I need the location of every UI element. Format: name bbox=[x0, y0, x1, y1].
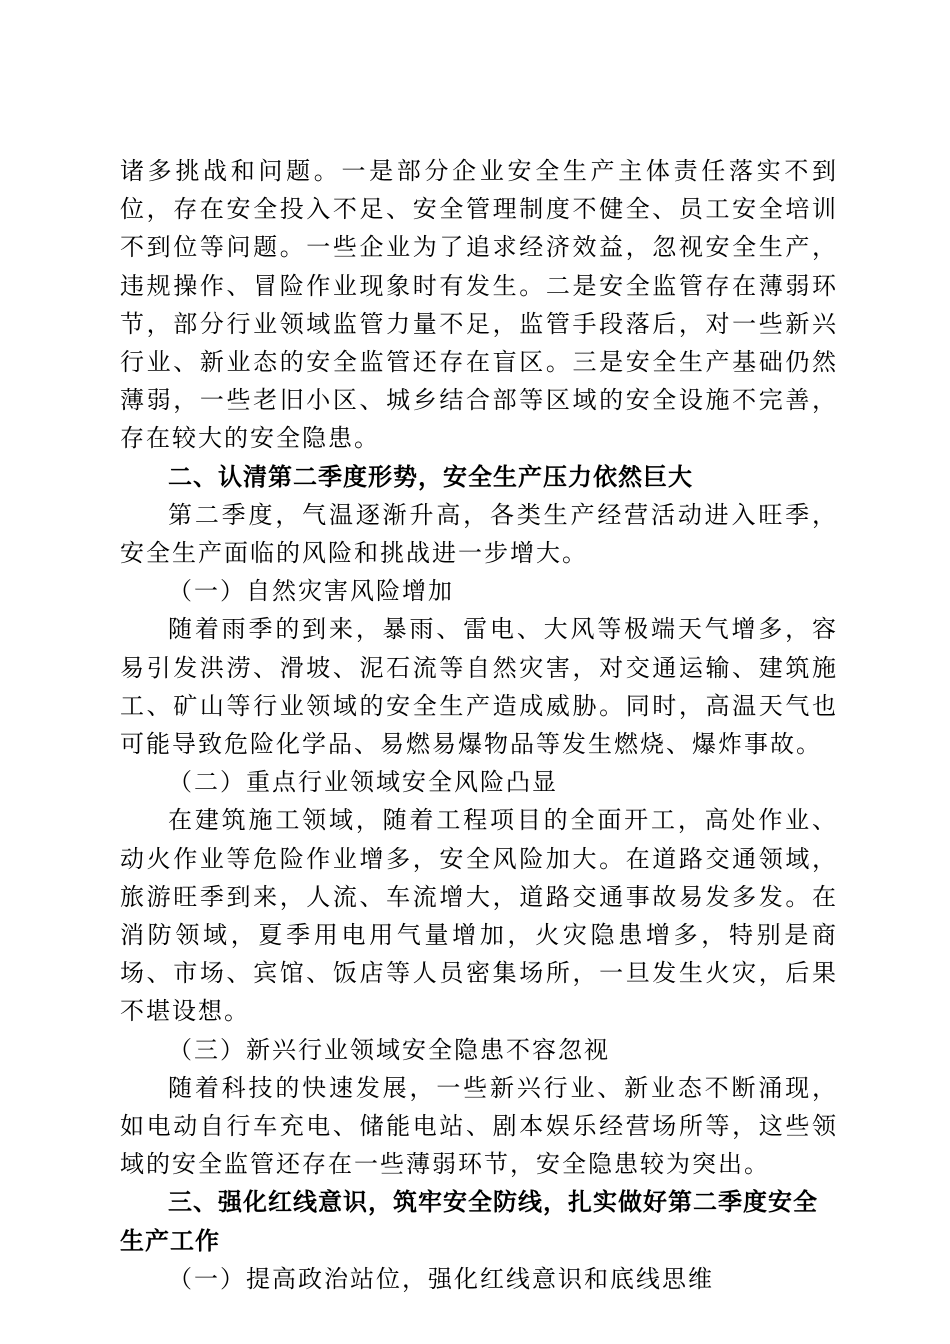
section-heading-3: 三、强化红线意识，筑牢安全防线，扎实做好第二季度安全生产工作 bbox=[120, 1188, 818, 1255]
section-heading-2: 二、认清第二季度形势，安全生产压力依然巨大 bbox=[168, 462, 693, 491]
paragraph-key-industries: 在建筑施工领域，随着工程项目的全面开工，高处作业、动火作业等危险作业增多，安全风险加大。在道路交通领域，旅游旺季到来，人流、车流增大，道路交通事故易发多发。在消防领域，夏季用电用气量增加，火灾隐患增多，特别是商场、市场、宾馆、饭店等人员密集场所，一旦发生火灾，后果不堪设想。 bbox=[120, 806, 838, 1026]
document-page bbox=[120, 152, 838, 1298]
subheading-emerging-industries: （三）新兴行业领域安全隐患不容忽视 bbox=[168, 1035, 610, 1064]
paragraph-q2-intro: 第二季度，气温逐渐升高，各类生产经营活动进入旺季，安全生产面临的风险和挑战进一步增大。 bbox=[120, 500, 838, 568]
paragraph-natural-disasters: 随着雨季的到来，暴雨、雷电、大风等极端天气增多，容易引发洪涝、滑坡、泥石流等自然灾害，对交通运输、建筑施工、矿山等行业领域的安全生产造成威胁。同时，高温天气也可能导致危险化学品、易燃易爆物品等发生燃烧、爆炸事故。 bbox=[120, 615, 838, 759]
subheading-key-industries: （二）重点行业领域安全风险凸显 bbox=[168, 768, 558, 797]
paragraph-emerging-industries: 随着科技的快速发展，一些新兴行业、新业态不断涌现，如电动自行车充电、储能电站、剧本娱乐经营场所等，这些领域的安全监管还存在一些薄弱环节，安全隐患较为突出。 bbox=[120, 1073, 838, 1179]
subheading-natural-disasters: （一）自然灾害风险增加 bbox=[168, 577, 454, 606]
subheading-political-stance: （一）提高政治站位，强化红线意识和底线思维 bbox=[168, 1264, 714, 1293]
paragraph-challenges: 诸多挑战和问题。一是部分企业安全生产主体责任落实不到位，存在安全投入不足、安全管理制度不健全、员工安全培训不到位等问题。一些企业为了追求经济效益，忽视安全生产，违规操作、冒险作业现象时有发生。二是安全监管存在薄弱环节，部分行业领域监管力量不足，监管手段落后，对一些新兴行业、新业态的安全监管还存在盲区。三是安全生产基础仍然薄弱，一些老旧小区、城乡结合部等区域的安全设施不完善，存在较大的安全隐患。 bbox=[120, 157, 838, 453]
